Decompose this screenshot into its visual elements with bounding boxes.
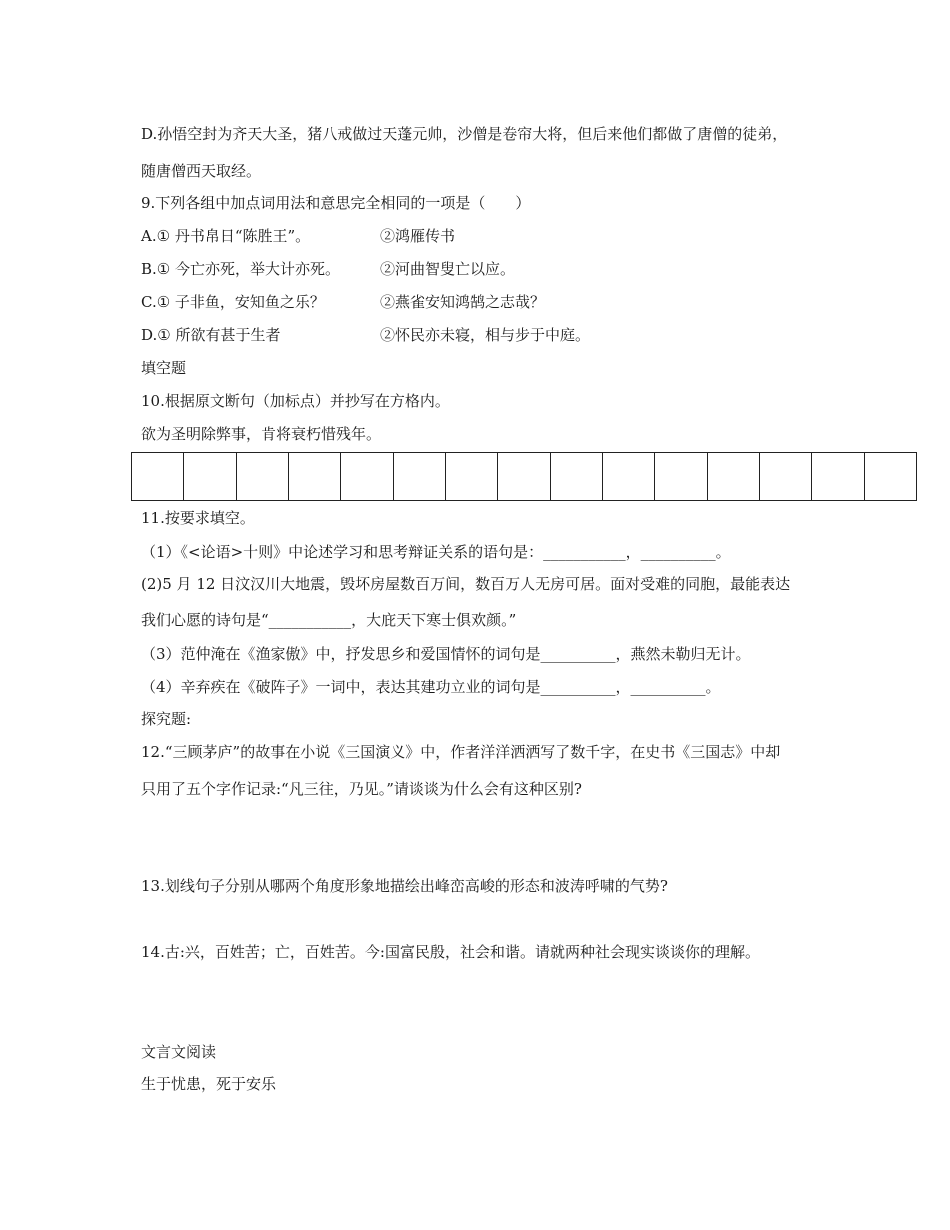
answer-cell[interactable] [289, 453, 341, 500]
answer-cell[interactable] [551, 453, 603, 500]
answer-cell[interactable] [394, 453, 446, 500]
answer-cell[interactable] [132, 453, 184, 500]
answer-cell[interactable] [341, 453, 393, 500]
q11-item-2-line1: (2)5 月 12 日汶汉川大地震，毁坏房屋数百万间，数百万人无房可居。面对受难的同胞，最能表达 [141, 575, 791, 593]
answer-cell[interactable] [655, 453, 707, 500]
q12-line1: 12.“三顾茅庐”的故事在小说《三国演义》中，作者洋洋洒洒写了数千字，在史书《三国志》中却 [141, 743, 781, 761]
q11-item-1: （1）《<论语>十则》中论述学习和思考辩证关系的语句是：___________，__________。 [141, 543, 731, 561]
answer-grid [131, 452, 917, 501]
q10-sentence: 欲为圣明除弊事，肯将衰朽惜残年。 [141, 425, 382, 443]
answer-cell[interactable] [708, 453, 760, 500]
q9-option-c-pair: ②燕雀安知鸿鹄之志哉？ [380, 293, 546, 311]
answer-cell[interactable] [237, 453, 289, 500]
answer-cell[interactable] [865, 453, 916, 500]
answer-cell[interactable] [812, 453, 864, 500]
answer-cell[interactable] [760, 453, 812, 500]
answer-cell[interactable] [498, 453, 550, 500]
answer-cell[interactable] [446, 453, 498, 500]
q12-line2: 只用了五个字作记录:“凡三往，乃见。”请谈谈为什么会有这种区别? [141, 780, 582, 798]
answer-cell[interactable] [603, 453, 655, 500]
q11-item-2-line2: 我们心愿的诗句是“___________，大庇天下寒士俱欢颜。” [141, 611, 517, 629]
q11-item-3: （3）范仲淹在《渔家傲》中，抒发思乡和爱国情怀的词句是__________，燕然未勒归无计。 [141, 645, 751, 663]
section-classical-heading: 文言文阅读 [141, 1043, 217, 1061]
section-explore-heading: 探究题: [141, 710, 192, 728]
q8-option-d-line2: 随唐僧西天取经。 [141, 162, 262, 180]
q9-option-d: D.① 所欲有甚于生者 [141, 326, 281, 344]
q9-option-b-pair: ②河曲智叟亡以应。 [380, 260, 516, 278]
answer-cell[interactable] [184, 453, 236, 500]
section-fill-heading: 填空题 [141, 359, 187, 377]
q8-option-d-line1: D.孙悟空封为齐天大圣，猪八戒做过天蓬元帅，沙僧是卷帘大将，但后来他们都做了唐僧的徒弟， [141, 125, 788, 143]
q11-item-4: （4）辛弃疾在《破阵子》一词中，表达其建功立业的词句是__________，__________。 [141, 678, 721, 696]
q10-stem: 10.根据原文断句（加标点）并抄写在方格内。 [141, 392, 450, 410]
q9-option-a-pair: ②鸿雁传书 [380, 227, 456, 245]
q9-option-c: C.① 子非鱼，安知鱼之乐？ [141, 293, 325, 311]
q9-stem: 9.下列各组中加点词用法和意思完全相同的一项是（ ） [141, 194, 531, 212]
q13-stem: 13.划线句子分别从哪两个角度形象地描绘出峰峦高峻的形态和波涛呼啸的气势? [141, 877, 668, 895]
q11-stem: 11.按要求填空。 [141, 509, 255, 527]
q9-option-a: A.① 丹书帛日“陈胜王”。 [141, 227, 311, 245]
q14-stem: 14.古:兴，百姓苦；亡，百姓苦。今:国富民殷，社会和谐。请就两种社会现实谈谈你的理解。 [141, 943, 760, 961]
passage-title: 生于忧患，死于安乐 [141, 1075, 277, 1093]
q9-option-b: B.① 今亡亦死，举大计亦死。 [141, 260, 341, 278]
q9-option-d-pair: ②怀民亦未寝，相与步于中庭。 [380, 326, 591, 344]
